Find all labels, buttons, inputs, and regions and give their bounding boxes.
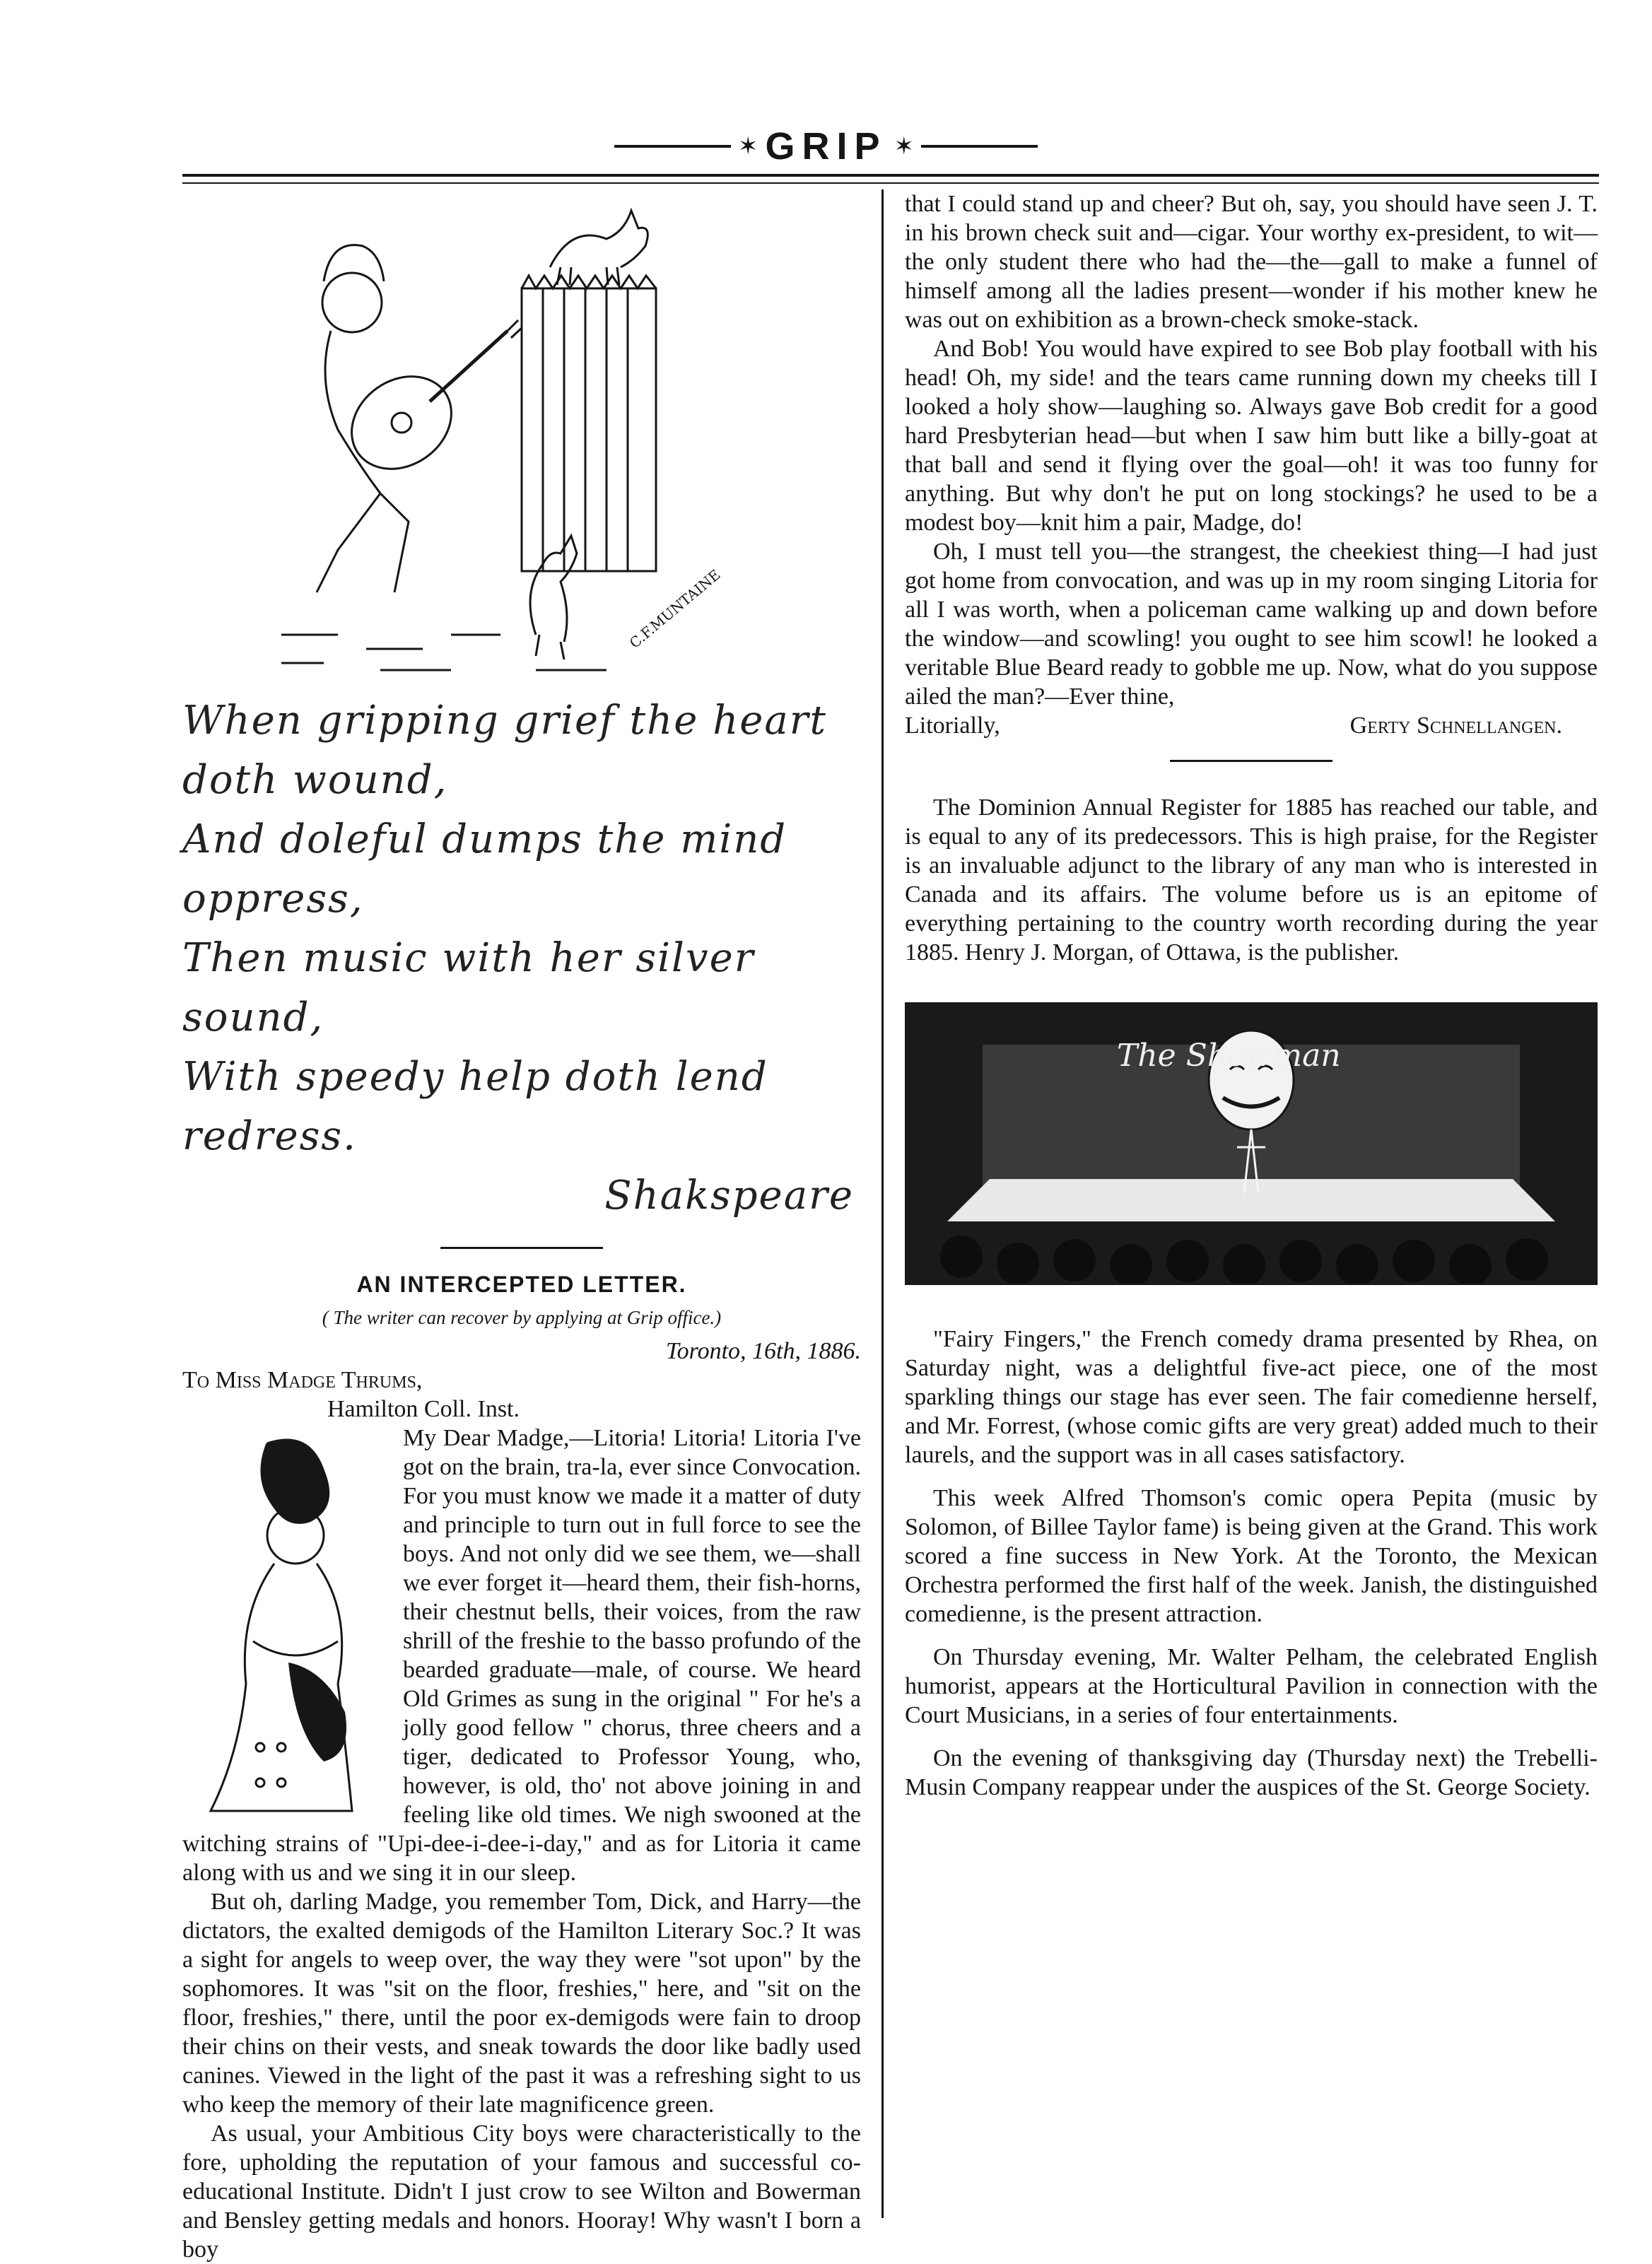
theatre-note: On Thursday evening, Mr. Walter Pelham, the celebrated English humorist, appears at the Horticultural Pavilion in connection with the Court Musicians, in a series of four entertainments.: [905, 1644, 1598, 1728]
verse-line: And doleful dumps the mind oppress,: [182, 816, 787, 922]
letter-recipient-address: Hamilton Coll. Inst.: [327, 1396, 520, 1422]
stage-illustration: [905, 1002, 1598, 1285]
stage-sign: The Showman: [1117, 1038, 1341, 1074]
verse-line: When gripping grief the heart doth wound,: [182, 698, 828, 803]
letter-paragraph: But oh, darling Madge, you remember Tom, Dick, and Harry—the dictators, the exalted demigods of the Hamilton Literary Soc.? It was a sight for angels to weep over, the way they were "sot upon" by the sophomores. It was "sit on the floor, freshies," here, and "sit on the floor, freshies," there, until the poor ex-demigods were fain to droop their chins on their vests, and sneak towards the door like badly used canines. Viewed in the light of the past it was a refreshing sight to us who keep the memory of their late magnificence green.: [182, 1889, 861, 2118]
minstrel-illustration: [239, 197, 776, 677]
register-note: The Dominion Annual Register for 1885 has reached our table, and is equal to any of its predecessors. This is high praise, for the Register is an invaluable adjunct to the library of any man who is interested in Canada and its affairs. The volume before us is an epitome of everything pertaining to the country worth recording during the year 1885. Henry J. Morgan, of Ottawa, is the publisher.: [905, 794, 1598, 966]
letter-dateline: Toronto, 16th, 1886.: [665, 1338, 861, 1364]
lady-illustration: [182, 1429, 387, 1825]
verse-line: Then music with her silver sound,: [182, 935, 755, 1040]
theatre-note: On the evening of thanksgiving day (Thursday next) the Trebelli-Musin Company reappear under the auspices of the St. George Society.: [905, 1745, 1598, 1800]
letter-paragraph: And Bob! You would have expired to see Bob play football with his head! Oh, my side! and the tears came running down my cheeks till I looked a holy show—laughing so. Always gave Bob credit for a good hard Presbyterian head—but when I saw him butt like a billy-goat at that ball and send it flying over the goal—oh! it was too funny for anything. But why don't he put on long stockings? he used to be a modest boy—knit him a pair, Madge, do!: [905, 336, 1598, 536]
letter-signature-line: [905, 711, 1598, 740]
letter-signature: Gerty Schnellangen.: [1349, 712, 1562, 739]
section-rule: [440, 1247, 603, 1249]
letter-paragraph: As usual, your Ambitious City boys were characteristically to the fore, upholding the reputation of your famous and successful co-educational Institute. Didn't I just crow to see Wilton and Bowerman and Bensley getting medals and honors. Hooray! Why wasn't I born a boy: [182, 2121, 861, 2263]
masthead-title: GRIP: [765, 125, 887, 168]
illustration-signature: C.F.MUNTAINE: [626, 565, 724, 652]
letter-paragraph: My Dear Madge,—Litoria! Litoria! Litoria I've got on the brain, tra-la, ever since Convocation. For you must know we made it a matter of duty and principle to turn out in full force to see the boys. And not only did we see them, we—shall we ever forget it—heard them, their fish-horns, their chestnut bells, their voices, from the raw shrill of the freshie to the basso profundo of the bearded graduate—male, of course. We heard Old Grimes as sung in the original " For he's a jolly good fellow " chorus, three cheers and a tiger, dedicated to Professor Young, who, however, is old, tho' not above joining in and feeling like old times. We nigh swooned at the witching strains of "Upi-dee-i-dee-i-day," and as for Litoria it came along with us and we sing it in our sleep.: [182, 1425, 861, 1886]
masthead-rule-right: [921, 145, 1038, 148]
star-ornament-icon: ✶: [894, 134, 915, 160]
right-column: [905, 189, 1598, 1802]
left-column: [182, 189, 861, 2264]
masthead-rule-left: [614, 145, 731, 148]
theatre-note: "Fairy Fingers," the French comedy drama presented by Rhea, on Saturday night, was a delightful five-act piece, one of the most sparkling things our stage has ever seen. The fair comedienne herself, and Mr. Forrest, (whose comic gifts are very great) added much to their laurels, and the support was in all cases satisfactory.: [905, 1326, 1598, 1468]
letter-subhead: ( The writer can recover by applying at Grip office.): [322, 1307, 722, 1328]
letter-paragraph: that I could stand up and cheer? But oh, say, you should have seen J. T. in his brown check suit and—cigar. Your worthy ex-president, to wit—the only student there who had the—the—gall to make a funnel of himself among all the ladies present—wonder if his mother knew he was out on exhibition as a brown-check smoke-stack.: [905, 191, 1598, 333]
letter-recipient: To Miss Madge Thrums,: [182, 1367, 423, 1393]
letter-paragraph: Oh, I must tell you—the strangest, the cheekiest thing—I had just got home from convocation, and was up in my room singing Litoria for all I was worth, when a policeman came walking up and down before the window—and scowling! you ought to see him scowl! he looked a veritable Blue Beard ready to gobble me up. Now, what do you suppose ailed the man?—Ever thine,: [905, 539, 1598, 710]
verse-author: Shakspeare: [604, 1173, 854, 1219]
letter-headline: AN INTERCEPTED LETTER.: [356, 1272, 687, 1297]
verse-block: [182, 691, 861, 1226]
star-ornament-icon: ✶: [737, 134, 758, 160]
header-rule: [182, 182, 1599, 184]
theatre-note: This week Alfred Thomson's comic opera Pepita (music by Solomon, of Billee Taylor fame) is being given at the Grand. This work scored a fine success in New York. At the Toronto, the Mexican Orchestra performed the first half of the week. Janish, the distinguished comedienne, is the present attraction.: [905, 1485, 1598, 1627]
verse-line: With speedy help doth lend redress.: [182, 1054, 768, 1159]
section-rule: [1170, 760, 1332, 762]
masthead: [0, 122, 1652, 171]
letter-closing: Litorially,: [905, 712, 1000, 739]
column-divider: [881, 189, 884, 2218]
header-rule: [182, 174, 1599, 177]
